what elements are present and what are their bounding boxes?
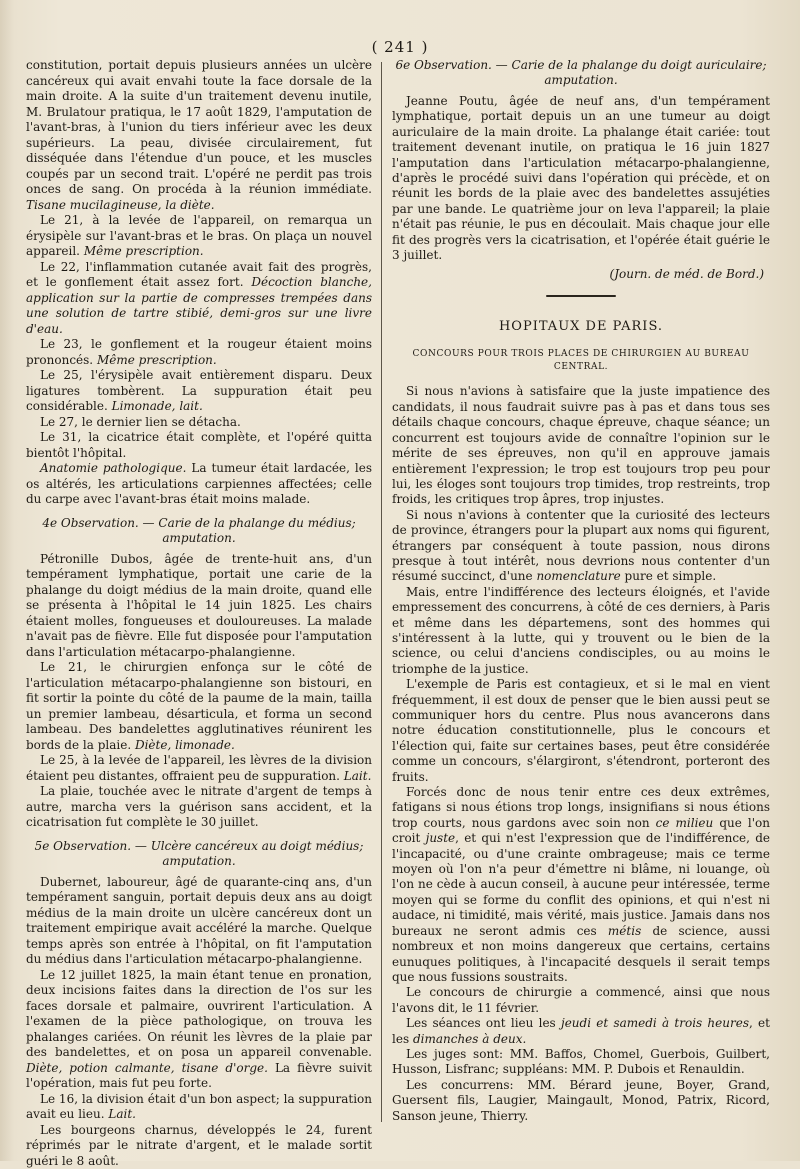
paragraph: Le 21, le chirurgien enfonça sur le côté de l'articulation métacarpo-phalangienne son bistouri, en fit sortir la pointe du côté de la paume de la main, tailla un premier lambeau, désarticula, et forma un second lambeau. Des bandelettes agglutinatives réunirent les bords de la plaie. Diète, limonade. xyxy=(26,660,372,753)
paragraph: Mais, entre l'indifférence des lecteurs éloignés, et l'avide empressement des concurrens, à côté de ces derniers, à Paris et même dans les départemens, sont des hommes qui s'intéressent à la lutte, qui y trouvent ou le bien de la science, ou celui d'anciens condisciples, ou au moins le triomphe de la justice. xyxy=(392,585,770,677)
paragraph: Le 22, l'inflammation cutanée avait fait des progrès, et le gonflement était assez fort. Décoction blanche, application sur la partie de compresses trempées dans une solution de tartre stibié, demi-gros sur une livre d'eau. xyxy=(26,260,372,338)
paragraph: Le 25, à la levée de l'appareil, les lèvres de la division étaient peu distantes, offraient peu de suppuration. Lait. xyxy=(26,753,372,784)
paragraph: Les bourgeons charnus, développés le 24, furent réprimés par le nitrate d'argent, et le malade sortit guéri le 8 août. xyxy=(26,1123,372,1169)
page-number: ( 241 ) xyxy=(0,38,800,56)
paragraph: Forcés donc de nous tenir entre ces deux extrêmes, fatigans si nous étions trop longs, insignifians si nous étions trop courts, nous gardons avec soin non ce milieu que l'on croit juste, et qui n'est l'expression que de l'indifférence, de l'incapacité, ou d'une crainte ombrageuse; mais ce terme moyen où l'on n'a peur d'émettre ni blâme, ni louange, où l'on ne cède à aucun conseil, à aucune peur intéressée, terme moyen qui se forme du conflit des opinions, et qui n'est ni audace, ni timidité, mais vérité, mais justice. Jamais dans nos bureaux ne seront admis ces métis de science, aussi nombreux et non moins dangereux que certains, certains eunuques politiques, à l'incapacité desquels il serait temps que nous fussions soustraits. xyxy=(392,785,770,985)
observation-heading-5: 5e Observation. — Ulcère cancéreux au doigt médius; amputation. xyxy=(26,839,372,869)
paragraph: Le 25, l'érysipèle avait entièrement disparu. Deux ligatures tombèrent. La suppuration était peu considérable. Limonade, lait. xyxy=(26,368,372,415)
paragraph: constitution, portait depuis plusieurs années un ulcère cancéreux qui avait envahi toute la face dorsale de la main droite. A la suite d'un traitement devenu inutile, M. Brulatour pratiqua, le 17 août 1829, l'amputation de l'avant-bras, à l'union du tiers inférieur avec les deux supérieurs. La peau, divisée circulairement, fut disséquée dans l'étendue d'un pouce, et les muscles coupés par un second trait. L'opéré ne perdit pas trois onces de sang. On procéda à la réunion immédiate. Tisane mucilagineuse, la diète. xyxy=(26,58,372,213)
paragraph: Jeanne Poutu, âgée de neuf ans, d'un tempérament lymphatique, portait depuis un an une tumeur au doigt auriculaire de la main droite. La phalange était cariée: tout traitement devenant inutile, on pratiqua le 16 juin 1827 l'amputation dans l'articulation métacarpo-phalangienne, d'après le procédé suivi dans l'opération qui précède, et on réunit les bords de la plaie avec des bandelettes assujéties par une bande. Le quatrième jour on leva l'appareil; la plaie n'était pas réunie, le pus en découlait. Mais chaque jour elle fit des progrès vers la cicatrisation, et l'opérée était guérie le 3 juillet. xyxy=(392,94,770,263)
column-divider xyxy=(381,62,382,1122)
section-title: HOPITAUX DE PARIS. xyxy=(392,319,770,335)
section-subheading: CONCOURS POUR TROIS PLACES DE CHIRURGIEN AU BUREAU CENTRAL. xyxy=(392,348,770,374)
paragraph: La plaie, touchée avec le nitrate d'argent de temps à autre, marcha vers la guérison sans accident, et la cicatrisation fut complète le 30 juillet. xyxy=(26,784,372,831)
paragraph: L'exemple de Paris est contagieux, et si le mal en vient fréquemment, il est doux de penser que le bien aussi peut se communiquer hors du centre. Plus nous avancerons dans notre éducation constitutionnelle, plus le concours et l'élection qui, faite sur certaines bases, peut être considérée comme un concours, s'élargiront, s'étendront, porteront des fruits. xyxy=(392,677,770,785)
paragraph: Le 12 juillet 1825, la main étant tenue en pronation, deux incisions faites dans la direction de l'os sur les faces dorsale et palmaire, ouvrirent l'articulation. A l'examen de la pièce pathologique, on trouva les phalanges cariées. On réunit les lèvres de la plaie par des bandelettes, et on posa un appareil convenable. Diète, potion calmante, tisane d'orge. La fièvre suivit l'opération, mais fut peu forte. xyxy=(26,968,372,1092)
paragraph: Le 21, à la levée de l'appareil, on remarqua un érysipèle sur l'avant-bras et le bras. On plaça un nouvel appareil. Même prescription. xyxy=(26,213,372,260)
paragraph: Les juges sont: MM. Baffos, Chomel, Guerbois, Guilbert, Husson, Lisfranc; suppléans: MM. P. Dubois et Renauldin. xyxy=(392,1047,770,1078)
paragraph: Le concours de chirurgie a commencé, ainsi que nous l'avons dit, le 11 février. xyxy=(392,985,770,1016)
paragraph: Anatomie pathologique. La tumeur était lardacée, les os altérés, les articulations carpiennes affectées; celle du carpe avec l'avant-bras était moins malade. xyxy=(26,461,372,508)
paragraph: Le 23, le gonflement et la rougeur étaient moins prononcés. Même prescription. xyxy=(26,337,372,368)
ornamental-divider xyxy=(546,295,616,297)
paragraph: Dubernet, laboureur, âgé de quarante-cinq ans, d'un tempérament sanguin, portait depuis deux ans au doigt médius de la main droite un ulcère cancéreux dont un traitement empirique avait accéléré la marche. Quelque temps après son entrée à l'hôpital, on fit l'amputation du médius dans l'articulation métacarpo-phalangienne. xyxy=(26,875,372,968)
paragraph: Pétronille Dubos, âgée de trente-huit ans, d'un tempérament lymphatique, portait une carie de la phalange du doigt médius de la main droite, quand elle se présenta à l'hôpital le 14 juin 1825. Les chairs étaient molles, fongueuses et douloureuses. La malade n'avait pas de fièvre. Elle fut disposée pour l'amputation dans l'articulation métacarpo-phalangienne. xyxy=(26,552,372,661)
observation-heading-4: 4e Observation. — Carie de la phalange du médius; amputation. xyxy=(26,516,372,546)
paragraph: Les séances ont lieu les jeudi et samedi à trois heures, et les dimanches à deux. xyxy=(392,1016,770,1047)
left-column xyxy=(26,58,372,1169)
source-reference: (Journ. de méd. de Bord.) xyxy=(392,267,764,283)
observation-heading-6: 6e Observation. — Carie de la phalange du doigt auriculaire; amputation. xyxy=(392,58,770,88)
paragraph: Les concurrens: MM. Bérard jeune, Boyer, Grand, Guersent fils, Laugier, Maingault, Monod, Patrix, Ricord, Sanson jeune, Thierry. xyxy=(392,1078,770,1124)
paragraph: Si nous n'avions à contenter que la curiosité des lecteurs de province, étrangers pour la plupart aux noms qui figurent, étrangers par conséquent à toute passion, nous dirons presque à tout intérêt, nous devrions nous contenter d'un résumé succinct, d'une nomenclature pure et simple. xyxy=(392,508,770,585)
paragraph: Si nous n'avions à satisfaire que la juste impatience des candidats, il nous faudrait suivre pas à pas et dans tous ses détails chaque concours, chaque épreuve, chaque séance; un concurrent est toujours avide de connaître l'opinion sur le mérite de ses épreuves, non qu'il en approuve jamais entièrement l'expression; le trop est toujours trop peu pour lui, les éloges sont toujours trop timides, trop restreints, trop froids, les critiques trop âpres, trop injustes. xyxy=(392,384,770,507)
paragraph: Le 31, la cicatrice était complète, et l'opéré quitta bientôt l'hôpital. xyxy=(26,430,372,461)
paragraph: Le 16, la division était d'un bon aspect; la suppuration avait eu lieu. Lait. xyxy=(26,1092,372,1123)
right-column xyxy=(392,58,770,1124)
paragraph: Le 27, le dernier lien se détacha. xyxy=(26,415,372,431)
